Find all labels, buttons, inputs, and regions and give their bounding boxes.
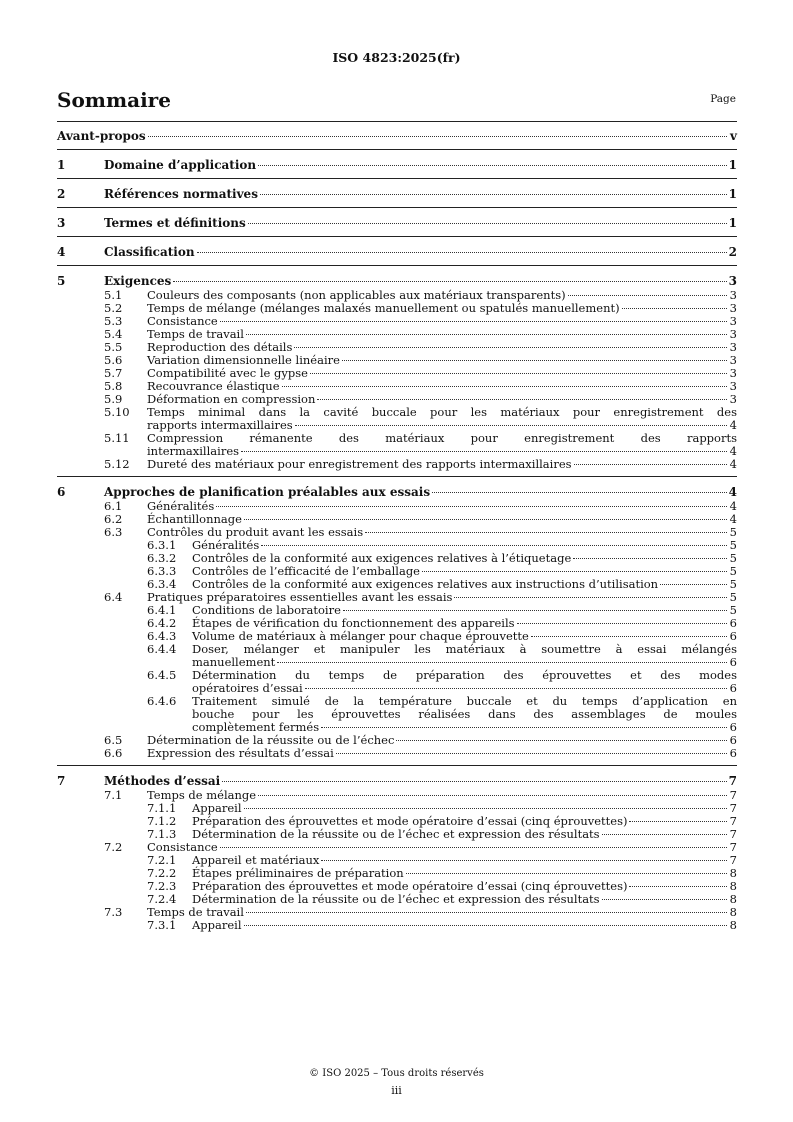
toc-entry-title: Couleurs des composants (non applicables aux matériaux transparents)	[147, 288, 566, 302]
toc-page-number: 5	[729, 603, 737, 617]
toc-entry-title-line: Doser, mélanger et manipuler les matériaux à soumettre à essai mélangés	[192, 642, 737, 656]
toc-entry-3[interactable]	[57, 215, 737, 231]
toc-page-number: 3	[729, 392, 737, 406]
toc-entry-title: Expression des résultats d’essai	[147, 746, 334, 760]
dot-leader	[629, 821, 727, 822]
dot-leader	[602, 899, 727, 900]
toc-entry-title: Étapes préliminaires de préparation	[192, 866, 404, 880]
dot-leader	[317, 399, 727, 400]
toc-entry-title: Exigences	[104, 274, 172, 288]
toc-entry-title: opératoires d’essai	[192, 681, 303, 695]
dot-leader	[321, 727, 727, 728]
toc-entry-number: 6.4.5	[147, 668, 177, 682]
dot-leader	[277, 662, 727, 663]
dot-leader	[517, 623, 727, 624]
toc-entry-6-4-4[interactable]	[57, 643, 737, 669]
toc-entry-title: Consistance	[147, 840, 218, 854]
toc-entry-number: 5.3	[104, 314, 123, 328]
toc-page-number: 2	[728, 245, 737, 259]
section-separator	[57, 178, 737, 179]
toc-entry-title-line: bouche pour les éprouvettes réalisées dans des assemblages de moules	[192, 707, 737, 721]
toc-entry-number: 7.2.2	[147, 866, 177, 880]
toc-page-number: 5	[729, 590, 737, 604]
toc-entry-title: Appareil	[192, 801, 242, 815]
dot-leader	[573, 558, 727, 559]
toc-entry-number: 5.1	[104, 288, 123, 302]
toc-page-number: 3	[729, 379, 737, 393]
toc-entry-title: Contrôles de la conformité aux exigences relatives aux instructions d’utilisation	[192, 577, 659, 591]
toc-page-number: 3	[729, 301, 737, 315]
toc-entry-7[interactable]	[57, 773, 737, 789]
dot-leader	[258, 165, 727, 166]
dot-leader	[282, 386, 727, 387]
toc-entry-number: 2	[57, 187, 66, 201]
dot-leader	[220, 321, 727, 322]
toc-page-number: 8	[729, 879, 737, 893]
toc-entry-number: 5.6	[104, 353, 123, 367]
toc-entry-title: Références normatives	[104, 187, 258, 201]
dot-leader	[574, 464, 727, 465]
toc-entry-title: Détermination de la réussite ou de l’échec et expression des résultats	[192, 892, 600, 906]
toc-page-number: 7	[729, 814, 737, 828]
toc-page-number: 6	[729, 746, 737, 760]
toc-page-number: 5	[729, 551, 737, 565]
dot-leader	[622, 308, 727, 309]
toc-page-number: 7	[729, 801, 737, 815]
toc-entry-title: Pratiques préparatoires essentielles avant les essais	[147, 590, 453, 604]
toc-entry-number: 7	[57, 774, 66, 788]
toc-entry-number: 7.1.2	[147, 814, 177, 828]
toc-entry-number: 6.4	[104, 590, 123, 604]
dot-leader	[294, 347, 727, 348]
toc-entry-title: Conditions de laboratoire	[192, 603, 341, 617]
copyright-notice: © ISO 2025 – Tous droits réservés	[309, 1068, 484, 1079]
dot-leader	[216, 506, 727, 507]
toc-entry-number: 5.10	[104, 405, 130, 419]
toc-entry-title-line: Temps minimal dans la cavité buccale pour les matériaux pour enregistrement des	[147, 405, 737, 419]
toc-entry-title: Avant-propos	[57, 129, 146, 143]
toc-entry-number: 6.3.3	[147, 564, 177, 578]
toc-entry-6[interactable]	[57, 484, 737, 500]
toc-page-number: 4	[729, 499, 737, 513]
toc-entry-title: Recouvrance élastique	[147, 379, 280, 393]
dot-leader	[148, 136, 727, 137]
dot-leader	[305, 688, 727, 689]
toc-entry-number: 7.2.4	[147, 892, 177, 906]
toc-page-number: 4	[729, 418, 737, 432]
toc-page-number: 6	[729, 655, 737, 669]
toc-entry-number: 6.4.2	[147, 616, 177, 630]
dot-leader	[261, 545, 727, 546]
page-number: iii	[391, 1084, 402, 1097]
toc-page-number: 1	[728, 158, 737, 172]
dot-leader	[244, 519, 727, 520]
toc-entry-title-line: Détermination du temps de préparation des éprouvettes et des modes	[192, 668, 737, 682]
toc-entry-title: Préparation des éprouvettes et mode opératoire d’essai (cinq éprouvettes)	[192, 879, 628, 893]
toc-entry-title: Contrôles de l’efficacité de l’emballage	[192, 564, 420, 578]
toc-page-number: 7	[729, 840, 737, 854]
dot-leader	[244, 925, 727, 926]
toc-entry-number: 6.6	[104, 746, 123, 760]
dot-leader	[365, 532, 727, 533]
toc-entry-number: 5	[57, 274, 66, 288]
toc-page-number: 3	[729, 314, 737, 328]
toc-entry-5[interactable]	[57, 273, 737, 289]
toc-entry-number: 7.1.3	[147, 827, 177, 841]
toc-page-number: 5	[729, 538, 737, 552]
dot-leader	[246, 912, 727, 913]
dot-leader	[222, 781, 726, 782]
toc-entry-title: Échantillonnage	[147, 512, 242, 526]
section-separator	[57, 236, 737, 237]
page-column-label: Page	[710, 93, 736, 105]
toc-entry-number: 5.11	[104, 431, 130, 445]
toc-entry-number: 5.2	[104, 301, 123, 315]
toc-entry-6-6[interactable]	[57, 747, 737, 760]
toc-entry-number: 6.5	[104, 733, 123, 747]
toc-entry-number: 5.7	[104, 366, 123, 380]
toc-page-number: 7	[729, 788, 737, 802]
toc-entry-title: Volume de matériaux à mélanger pour chaque éprouvette	[192, 629, 529, 643]
toc-entry-title: Dureté des matériaux pour enregistrement des rapports intermaxillaires	[147, 457, 572, 471]
toc-page-number: 8	[729, 918, 737, 932]
dot-leader	[321, 860, 727, 861]
toc-page-number: 4	[728, 485, 737, 499]
dot-leader	[342, 360, 727, 361]
toc-entry-title: Détermination de la réussite ou de l’échec et expression des résultats	[192, 827, 600, 841]
dot-leader	[248, 223, 727, 224]
dot-leader	[432, 492, 727, 493]
toc-entry-title: rapports intermaxillaires	[147, 418, 293, 432]
toc-entry-number: 7.3	[104, 905, 123, 919]
section-separator	[57, 265, 737, 266]
toc-entry-title: Termes et définitions	[104, 216, 246, 230]
dot-leader	[244, 808, 727, 809]
toc-entry-title: Généralités	[192, 538, 260, 552]
toc-page-number: 5	[729, 525, 737, 539]
toc-entry-5-11[interactable]	[57, 432, 737, 458]
toc-entry-title: Temps de travail	[147, 905, 244, 919]
toc-page-number: 3	[729, 340, 737, 354]
toc-entry-number: 3	[57, 216, 66, 230]
toc-page-number: 4	[729, 457, 737, 471]
toc-page-number: 3	[728, 274, 737, 288]
dot-leader	[220, 847, 727, 848]
toc-page-number: 8	[729, 905, 737, 919]
toc-entry-number: 6.2	[104, 512, 123, 526]
toc-entry-title: Étapes de vérification du fonctionnement des appareils	[192, 616, 515, 630]
toc-entry-title: Approches de planification préalables aux essais	[104, 485, 431, 499]
dot-leader	[246, 334, 727, 335]
toc-page-number: 7	[729, 853, 737, 867]
dot-leader	[396, 740, 727, 741]
toc-entry-number: 7.1.1	[147, 801, 177, 815]
toc-page-number: 6	[729, 733, 737, 747]
dot-leader	[422, 571, 727, 572]
toc-page-number: 7	[729, 827, 737, 841]
toc-entry-6-4-6[interactable]	[57, 695, 737, 734]
section-separator	[57, 765, 737, 766]
toc-entry-number: 5.5	[104, 340, 123, 354]
toc-entry-title: Méthodes d’essai	[104, 774, 221, 788]
toc-entry-title: manuellement	[192, 655, 276, 669]
toc-entry-number: 1	[57, 158, 66, 172]
dot-leader	[454, 597, 727, 598]
toc-entry-title: Consistance	[147, 314, 218, 328]
toc-page-number: 7	[728, 774, 737, 788]
dot-leader	[241, 451, 727, 452]
toc-entry-number: 6.1	[104, 499, 123, 513]
toc-entry-title: Contrôles de la conformité aux exigences relatives à l’étiquetage	[192, 551, 572, 565]
toc-entry-title-line: Traitement simulé de la température buccale et du temps d’application en	[192, 694, 737, 708]
toc-page-number: 8	[729, 866, 737, 880]
toc-entry-4[interactable]	[57, 244, 737, 260]
toc-entry-title: Détermination de la réussite ou de l’échec	[147, 733, 395, 747]
section-separator	[57, 476, 737, 477]
toc-entry-number: 7.3.1	[147, 918, 177, 932]
toc-entry-number: 6.4.6	[147, 694, 177, 708]
dot-leader	[602, 834, 727, 835]
toc-entry-title: Généralités	[147, 499, 215, 513]
toc-entry-avant-propos[interactable]	[57, 128, 737, 144]
toc-entry-title: Préparation des éprouvettes et mode opératoire d’essai (cinq éprouvettes)	[192, 814, 628, 828]
toc-entry-title: Reproduction des détails	[147, 340, 293, 354]
toc-page-number: 6	[729, 720, 737, 734]
toc-entry-number: 6.4.4	[147, 642, 177, 656]
dot-leader	[406, 873, 727, 874]
toc-entry-number: 5.8	[104, 379, 123, 393]
toc-entry-title: Variation dimensionnelle linéaire	[147, 353, 340, 367]
toc-entry-6-4-5[interactable]	[57, 669, 737, 695]
dot-leader	[660, 584, 727, 585]
dot-leader	[343, 610, 727, 611]
toc-entry-number: 6.3.4	[147, 577, 177, 591]
toc-page-number: 1	[728, 216, 737, 230]
toc-entry-number: 6.3.2	[147, 551, 177, 565]
dot-leader	[310, 373, 727, 374]
toc-page-number: 6	[729, 616, 737, 630]
toc-entry-title: Déformation en compression	[147, 392, 316, 406]
toc-entry-number: 7.2	[104, 840, 123, 854]
toc-entry-2[interactable]	[57, 186, 737, 202]
toc-entry-number: 6.4.1	[147, 603, 177, 617]
toc-entry-number: 4	[57, 245, 66, 259]
section-separator	[57, 149, 737, 150]
toc-page-number: 8	[729, 892, 737, 906]
toc-entry-number: 6.3	[104, 525, 123, 539]
dot-leader	[197, 252, 727, 253]
dot-leader	[173, 281, 726, 282]
toc-entry-title: Contrôles du produit avant les essais	[147, 525, 364, 539]
toc-page-number: 3	[729, 366, 737, 380]
dot-leader	[568, 295, 727, 296]
document-header: ISO 4823:2025(fr)	[332, 50, 461, 65]
toc-entry-number: 5.4	[104, 327, 123, 341]
toc-entry-number: 7.2.1	[147, 853, 177, 867]
toc-entry-title: Appareil	[192, 918, 242, 932]
toc-entry-number: 5.12	[104, 457, 130, 471]
toc-page-number: 4	[729, 444, 737, 458]
toc-entry-title: Temps de travail	[147, 327, 244, 341]
toc-entry-title: Compatibilité avec le gypse	[147, 366, 308, 380]
toc-page-number: v	[730, 129, 737, 143]
toc-entry-title: complètement fermés	[192, 720, 320, 734]
toc-entry-title: Classification	[104, 245, 195, 259]
toc-entry-number: 5.9	[104, 392, 123, 406]
dot-leader	[260, 194, 727, 195]
toc-page-number: 3	[729, 353, 737, 367]
toc-entry-number: 6.3.1	[147, 538, 177, 552]
toc-page-number: 3	[729, 288, 737, 302]
toc-page-number: 6	[729, 629, 737, 643]
dot-leader	[295, 425, 727, 426]
toc-entry-1[interactable]	[57, 157, 737, 173]
toc-page-number: 5	[729, 564, 737, 578]
dot-leader	[258, 795, 727, 796]
toc-entry-number: 6	[57, 485, 66, 499]
toc-page-number: 1	[728, 187, 737, 201]
toc-entry-title: intermaxillaires	[147, 444, 240, 458]
toc-entry-title: Temps de mélange	[147, 788, 257, 802]
toc-entry-title: Appareil et matériaux	[192, 853, 320, 867]
toc-page-number: 6	[729, 681, 737, 695]
dot-leader	[629, 886, 727, 887]
toc-page-number: 4	[729, 512, 737, 526]
toc-entry-number: 6.4.3	[147, 629, 177, 643]
table-of-contents	[57, 121, 737, 932]
page-title: Sommaire	[57, 88, 171, 112]
toc-entry-title-line: Compression rémanente des matériaux pour enregistrement des rapports	[147, 431, 737, 445]
toc-entry-5-12[interactable]	[57, 458, 737, 471]
toc-entry-title: Temps de mélange (mélanges malaxés manuellement ou spatulés manuellement)	[147, 301, 620, 315]
toc-entry-5-10[interactable]	[57, 406, 737, 432]
dot-leader	[336, 753, 727, 754]
toc-entry-number: 7.2.3	[147, 879, 177, 893]
dot-leader	[531, 636, 727, 637]
toc-page-number: 5	[729, 577, 737, 591]
toc-entry-7-3-1[interactable]	[57, 919, 737, 932]
toc-entry-title: Domaine d’application	[104, 158, 257, 172]
toc-entry-number: 7.1	[104, 788, 123, 802]
toc-page-number: 3	[729, 327, 737, 341]
section-separator	[57, 207, 737, 208]
